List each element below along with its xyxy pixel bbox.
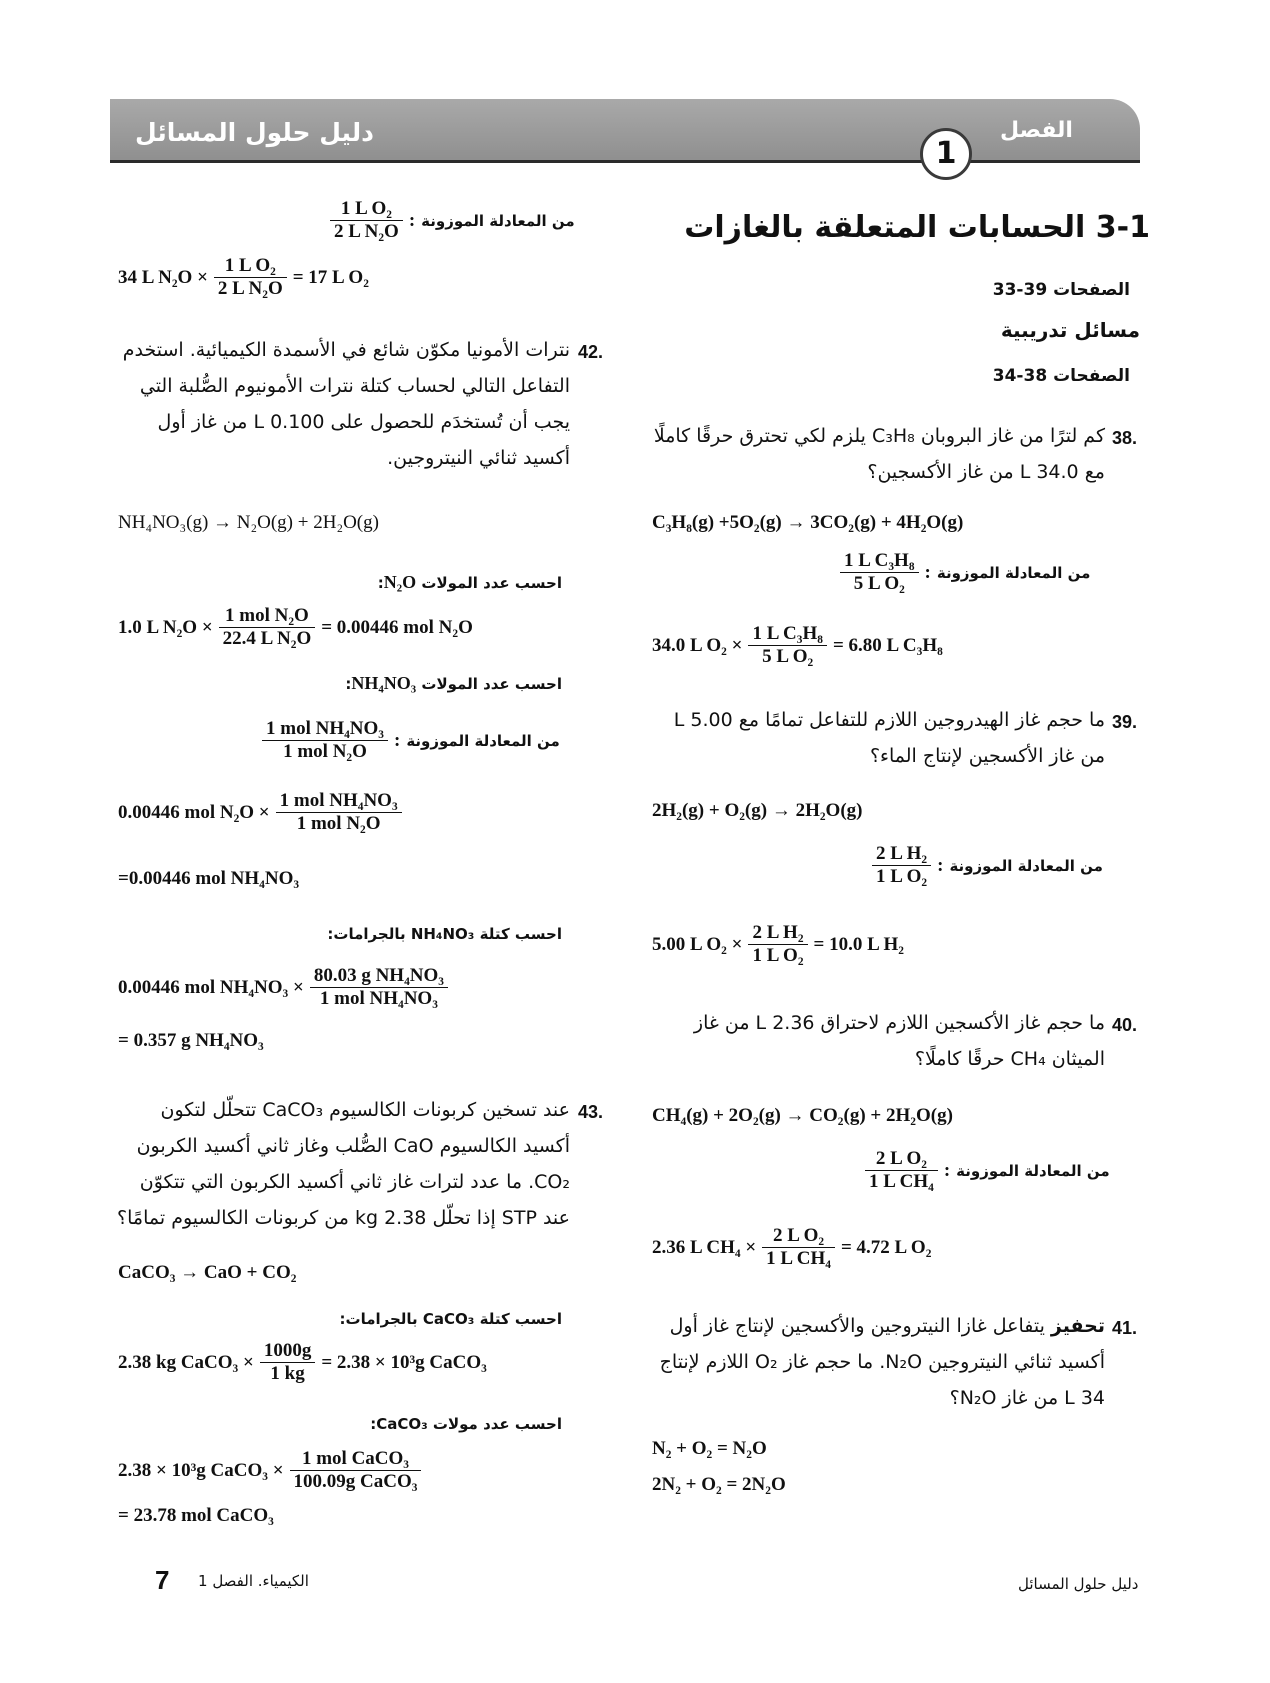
colon: : xyxy=(408,209,416,231)
q38-calc-fraction xyxy=(748,623,827,668)
header-rule xyxy=(110,160,1140,163)
q41-calc-left: 34 L N₂O × xyxy=(118,266,208,288)
q38-calc-num: 1 L C₃H₈ xyxy=(748,623,827,646)
q43-c1-left: 2.38 kg CaCO₃ × xyxy=(118,1351,254,1373)
q39-ratio xyxy=(872,843,1103,888)
q42-ratio-den: 1 mol N₂O xyxy=(283,741,367,762)
q41-ratio-num: 1 L O₂ xyxy=(330,198,403,221)
colon: : xyxy=(943,1159,951,1181)
q43-c1-fraction xyxy=(260,1340,316,1385)
q42-moles-label-2: احسب عدد المولات NH₄NO₃: xyxy=(345,673,562,693)
q42-c2-num: 1 mol NH₄NO₃ xyxy=(276,790,402,813)
q38-calc-left: 34.0 L O₂ × xyxy=(652,634,743,656)
q40-calculation xyxy=(652,1225,931,1270)
q43-c2-result: = 23.78 mol CaCO₃ xyxy=(118,1505,274,1526)
question-38-number: 38. xyxy=(1112,428,1138,448)
q40-from-balanced-label: من المعادلة الموزونة xyxy=(956,1161,1110,1180)
colon: : xyxy=(937,854,944,876)
q42-calc-2 xyxy=(118,790,402,835)
q43-c2-num: 1 mol CaCO₃ xyxy=(290,1448,422,1471)
question-42-text: نترات الأمونيا مكوّن شائع في الأسمدة الكيميائية. استخدم التفاعل التالي لحساب كتلة نترات الأمونيوم الصُّلبة التي يجب أن تُستخدَم للحصول على 0.100 L من غاز أول أكسيد ثنائي النيتروجين. xyxy=(122,339,570,469)
q42-c2-result: =0.00446 mol NH₄NO₃ xyxy=(118,868,300,889)
question-42-number: 42. xyxy=(578,342,604,362)
q42-equation: NH₄NO₃(g) → N₂O(g) + 2H₂O(g) xyxy=(118,512,379,533)
q43-c1-den: 1 kg xyxy=(270,1363,305,1384)
q42-c2-left: 0.00446 mol N₂O × xyxy=(118,801,270,823)
question-38-text: كم لترًا من غاز البروبان C₃H₈ يلزم لكي تحترق حرقًا كاملًا مع 34.0 L من غاز الأكسجين؟ xyxy=(653,425,1105,483)
q42-ratio-fraction xyxy=(262,718,388,763)
q42-c3-num: 80.03 g NH₄NO₃ xyxy=(310,965,448,988)
q43-mass-label: احسب كتلة CaCO₃ بالجرامات: xyxy=(339,1310,562,1328)
q41-body: يتفاعل غازا النيتروجين والأكسجين لإنتاج غاز أول أكسيد ثنائي النيتروجين N₂O. ما حجم غاز O₂ اللازم لإنتاج 34 L من غاز N₂O؟ xyxy=(659,1315,1105,1409)
section-title: 3-1 الحسابات المتعلقة بالغازات xyxy=(684,210,1150,245)
q41-from-balanced-label: من المعادلة الموزونة xyxy=(421,211,575,230)
q39-from-balanced-label: من المعادلة الموزونة xyxy=(949,856,1103,875)
q38-calc-result: = 6.80 L C₃H₈ xyxy=(832,634,943,656)
q38-equation: C₃H₈(g) +5O₂(g) → 3CO₂(g) + 4H₂O(g) xyxy=(652,512,964,533)
q42-c3-fraction xyxy=(310,965,448,1010)
q42-calc-3 xyxy=(118,965,448,1010)
chapter-number-badge: 1 xyxy=(920,128,972,180)
q40-ratio-fraction xyxy=(865,1148,938,1193)
q43-c2-den: 100.09g CaCO₃ xyxy=(293,1471,418,1492)
q40-ratio-den: 1 L CH₄ xyxy=(869,1171,934,1192)
header-title: دليل حلول المسائل xyxy=(135,118,374,147)
q42-mass-label: احسب كتلة NH₄NO₃ بالجرامات: xyxy=(327,925,562,943)
q40-ratio xyxy=(865,1148,1110,1193)
q41-ratio-den: 2 L N₂O xyxy=(334,221,399,242)
chapter-label: الفصل xyxy=(1000,118,1073,143)
practice-pages: الصفحات 38-34 xyxy=(992,366,1130,386)
q40-calc-result: = 4.72 L O₂ xyxy=(840,1236,932,1258)
q41-highlight: تحفيز xyxy=(1050,1315,1105,1337)
q42-c1-den: 22.4 L N₂O xyxy=(222,628,312,649)
question-43-text: عند تسخين كربونات الكالسيوم CaCO₃ تتحلّل لتكون أكسيد الكالسيوم CaO الصُّلب وغاز ثاني أكسيد الكربون CO₂. ما عدد لترات غاز ثاني أكسيد الكربون التي تتكوّن عند STP إذا تحلّل 2.38 kg من كربونات الكالسيوم تمامًا؟ xyxy=(117,1099,570,1229)
q42-c1-result: = 0.00446 mol N₂O xyxy=(321,616,473,638)
q41-calculation xyxy=(118,255,369,300)
q39-calc-den: 1 L O₂ xyxy=(752,945,804,966)
q43-c2-left: 2.38 × 10³g CaCO₃ × xyxy=(118,1459,284,1481)
q43-calc-1 xyxy=(118,1340,487,1385)
q42-moles-formula-2: NH₄NO₃ xyxy=(351,673,417,693)
q38-ratio-den: 5 L O₂ xyxy=(853,573,905,594)
q43-moles-label: احسب عدد مولات CaCO₃: xyxy=(370,1415,562,1433)
q40-ratio-num: 2 L O₂ xyxy=(865,1148,938,1171)
q38-ratio xyxy=(840,550,1090,595)
q39-ratio-num: 2 L H₂ xyxy=(872,843,931,866)
q42-ratio xyxy=(262,718,560,763)
q42-ratio-num: 1 mol NH₄NO₃ xyxy=(262,718,388,741)
question-40-number: 40. xyxy=(1112,1015,1138,1035)
q41-ratio-fraction xyxy=(330,198,403,243)
q39-equation: 2H₂(g) + O₂(g) → 2H₂O(g) xyxy=(652,800,863,821)
question-43-number: 43. xyxy=(578,1102,604,1122)
page-number: 7 xyxy=(155,1565,170,1595)
q38-ratio-fraction xyxy=(840,550,919,595)
q42-c1-num: 1 mol N₂O xyxy=(219,605,316,628)
q40-calc-den: 1 L CH₄ xyxy=(766,1248,831,1269)
q43-calc-2 xyxy=(118,1448,421,1493)
q38-calc-den: 5 L O₂ xyxy=(762,646,814,667)
q42-calc-moles-text-2: احسب عدد المولات xyxy=(421,675,562,693)
q42-c3-left: 0.00446 mol NH₄NO₃ × xyxy=(118,976,304,998)
q39-ratio-fraction xyxy=(872,843,931,888)
q42-moles-label: احسب عدد المولات N₂O: xyxy=(377,572,562,592)
q43-c2-fraction xyxy=(290,1448,422,1493)
q42-calc-1 xyxy=(118,605,473,650)
q39-calc-fraction xyxy=(748,922,807,967)
q41-equation-2: 2N₂ + O₂ = 2N₂O xyxy=(652,1474,786,1495)
footer-left-text: الكيمياء. الفصل 1 xyxy=(198,1572,309,1590)
question-41-number: 41. xyxy=(1112,1318,1138,1338)
q40-calc-num: 2 L O₂ xyxy=(762,1225,835,1248)
q38-from-balanced-label: من المعادلة الموزونة xyxy=(936,563,1091,582)
q42-calc-moles-text: احسب عدد المولات xyxy=(421,574,562,592)
colon: : xyxy=(924,561,931,583)
q40-calc-left: 2.36 L CH₄ × xyxy=(652,1236,757,1258)
question-39-text: ما حجم غاز الهيدروجين اللازم للتفاعل تمامًا مع 5.00 L من غاز الأكسجين لإنتاج الماء؟ xyxy=(673,709,1105,767)
q41-equation-1: N₂ + O₂ = N₂O xyxy=(652,1438,767,1459)
q42-c1-fraction xyxy=(219,605,316,650)
q40-calc-fraction xyxy=(762,1225,835,1270)
question-41-text xyxy=(650,1308,1105,1416)
q43-c1-result: = 2.38 × 10³g CaCO₃ xyxy=(321,1351,487,1373)
q43-c1-num: 1000g xyxy=(260,1340,316,1363)
q42-c1-left: 1.0 L N₂O × xyxy=(118,616,213,638)
question-39-number: 39. xyxy=(1112,712,1138,732)
q39-ratio-den: 1 L O₂ xyxy=(876,866,928,887)
q42-c2-den: 1 mol N₂O xyxy=(296,813,381,834)
q43-equation: CaCO₃ → CaO + CO₂ xyxy=(118,1262,297,1283)
q39-calculation xyxy=(652,922,904,967)
practice-title: مسائل تدريبية xyxy=(1000,318,1140,342)
q41-calc-result: = 17 L O₂ xyxy=(292,266,369,288)
footer-right-text: دليل حلول المسائل xyxy=(1018,1575,1139,1593)
q39-calc-left: 5.00 L O₂ × xyxy=(652,933,743,955)
q38-calculation xyxy=(652,623,943,668)
q41-calc-fraction xyxy=(214,255,287,300)
q41-calc-den: 2 L N₂O xyxy=(217,278,283,299)
q42-c3-result: = 0.357 g NH₄NO₃ xyxy=(118,1030,264,1051)
q40-equation: CH₄(g) + 2O₂(g) → CO₂(g) + 2H₂O(g) xyxy=(652,1105,953,1126)
question-40-text: ما حجم غاز الأكسجين اللازم لاحتراق 2.36 L من غاز الميثان CH₄ حرقًا كاملًا؟ xyxy=(693,1012,1105,1070)
section-pages: الصفحات 39-33 xyxy=(992,280,1130,300)
colon: : xyxy=(394,729,401,751)
q42-c2-fraction xyxy=(276,790,402,835)
q42-moles-formula: N₂O xyxy=(383,572,417,592)
q39-calc-result: = 10.0 L H₂ xyxy=(813,933,904,955)
q41-calc-num: 1 L O₂ xyxy=(214,255,287,278)
q41-ratio xyxy=(330,198,575,243)
q42-c3-den: 1 mol NH₄NO₃ xyxy=(319,988,438,1009)
q39-calc-num: 2 L H₂ xyxy=(748,922,807,945)
q42-from-balanced-label: من المعادلة الموزونة xyxy=(406,731,560,750)
q38-ratio-num: 1 L C₃H₈ xyxy=(840,550,919,573)
